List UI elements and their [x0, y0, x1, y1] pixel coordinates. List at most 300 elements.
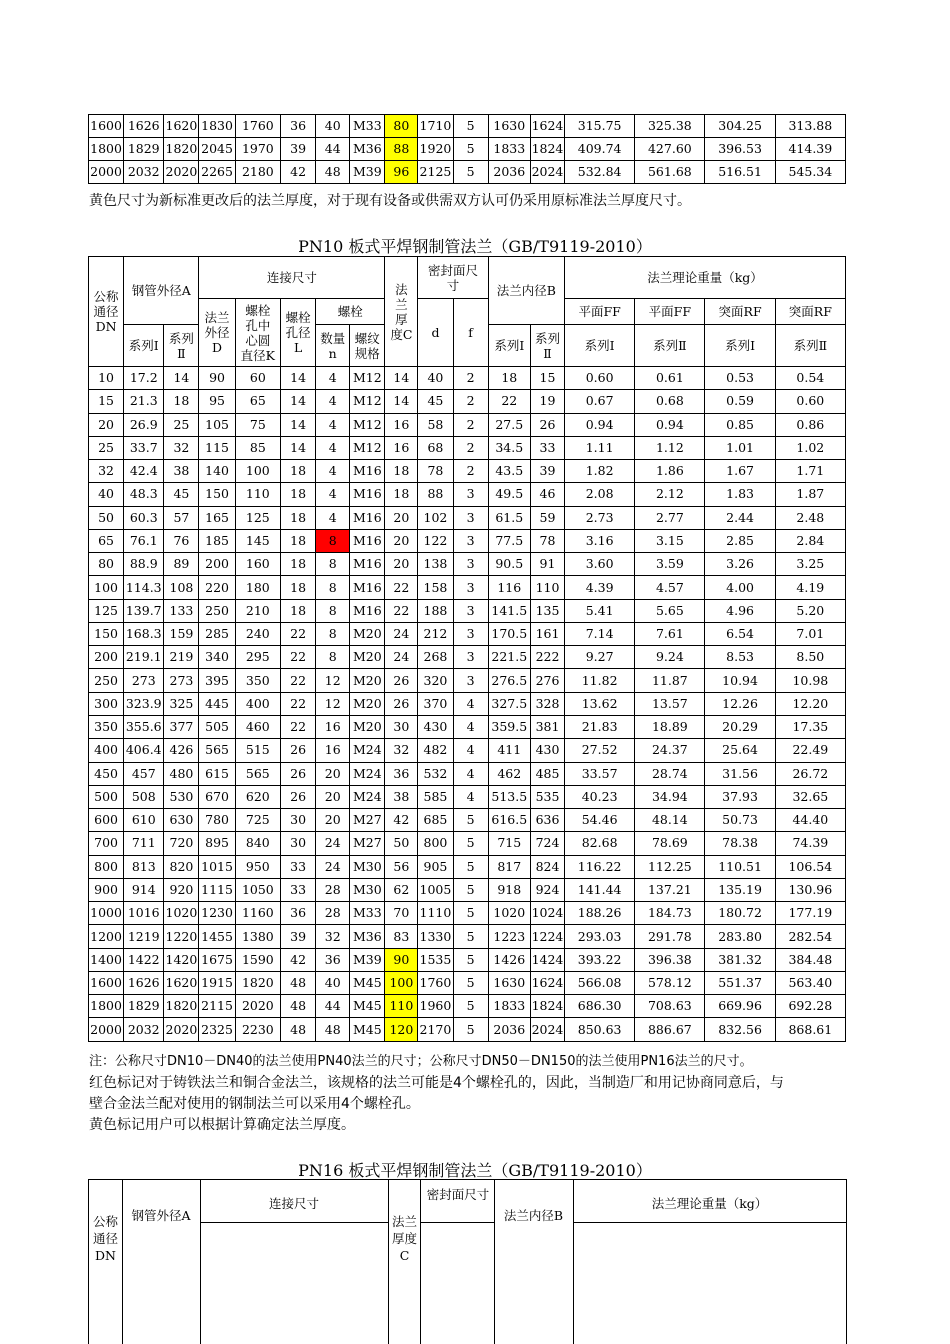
cell-flange-od: 1455 — [199, 925, 235, 948]
cell-hole-dia: 18 — [281, 506, 316, 529]
cell-seal-f: 5 — [453, 948, 488, 971]
cell-bolt-thread: M45 — [350, 971, 385, 994]
cell-flange-od: 140 — [199, 460, 235, 483]
cell-bolt-circle: 725 — [235, 809, 280, 832]
cell-seal-d: 2125 — [418, 161, 453, 184]
cell-bolt-qty: 40 — [316, 971, 350, 994]
cell-seal-f: 2 — [453, 367, 488, 390]
header-bolt-thread: 螺纹规格 — [350, 325, 385, 367]
cell-dn: 125 — [89, 599, 124, 622]
cell-pipe-od-s1: 2032 — [124, 1018, 164, 1041]
cell-bore-s1: 715 — [488, 832, 530, 855]
cell-weight-ff-s2: 13.57 — [635, 692, 705, 715]
cell-hole-dia: 36 — [281, 115, 316, 138]
cell-weight-rf-s2: 8.50 — [775, 646, 845, 669]
cell-bore-s1: 221.5 — [488, 646, 530, 669]
cell-bore-s2: 328 — [530, 692, 564, 715]
cell-thickness: 70 — [385, 902, 418, 925]
cell-bore-s1: 170.5 — [488, 622, 530, 645]
cell-dn: 65 — [89, 529, 124, 552]
cell-weight-rf-s2: 17.35 — [775, 715, 845, 738]
cell-weight-rf-s1: 1.01 — [705, 436, 775, 459]
cell-bolt-qty: 4 — [316, 390, 350, 413]
cell-hole-dia: 22 — [281, 692, 316, 715]
cell-bolt-circle: 240 — [235, 622, 280, 645]
cell-weight-ff-s2: 78.69 — [635, 832, 705, 855]
cell-pipe-od-s1: 273 — [124, 669, 164, 692]
cell-pipe-od-s1: 33.7 — [124, 436, 164, 459]
cell-bore-s1: 359.5 — [488, 715, 530, 738]
cell-seal-d: 800 — [418, 832, 453, 855]
cell-bolt-thread: M30 — [350, 878, 385, 901]
header-bore-series1: 系列Ⅰ — [488, 325, 530, 367]
cell-weight-rf-s2: 22.49 — [775, 739, 845, 762]
cell-bolt-thread: M12 — [350, 436, 385, 459]
cell-bolt-thread: M30 — [350, 855, 385, 878]
cell-thickness: 42 — [385, 809, 418, 832]
cell-weight-ff-s1: 33.57 — [565, 762, 635, 785]
cell-flange-od: 165 — [199, 506, 235, 529]
cell-pipe-od-s1: 1219 — [124, 925, 164, 948]
cell-thickness: 96 — [385, 161, 418, 184]
cell-thickness: 32 — [385, 739, 418, 762]
cell-flange-od: 185 — [199, 529, 235, 552]
cell-weight-ff-s2: 396.38 — [635, 948, 705, 971]
cell-pipe-od-s2: 1020 — [164, 902, 199, 925]
cell-thickness: 14 — [385, 390, 418, 413]
cell-pipe-od-s2: 2020 — [164, 161, 199, 184]
cell-hole-dia: 26 — [281, 739, 316, 762]
cell-weight-ff-s1: 7.14 — [565, 622, 635, 645]
cell-weight-ff-s2: 708.63 — [635, 995, 705, 1018]
cell-weight-ff-s2: 0.68 — [635, 390, 705, 413]
header-pipe-od: 钢管外径A — [124, 257, 199, 325]
cell-pipe-od-s2: 1620 — [164, 115, 199, 138]
cell-bolt-circle: 75 — [235, 413, 280, 436]
cell-weight-ff-s1: 11.82 — [565, 669, 635, 692]
cell-weight-ff-s2: 4.57 — [635, 576, 705, 599]
cell-weight-rf-s2: 414.39 — [775, 138, 845, 161]
cell-seal-f: 2 — [453, 436, 488, 459]
cell-bolt-circle: 145 — [235, 529, 280, 552]
table-row — [89, 855, 846, 878]
cell-bore-s1: 1833 — [488, 138, 530, 161]
cell-seal-f: 3 — [453, 669, 488, 692]
cell-bore-s2: 1424 — [530, 948, 564, 971]
cell-bore-s1: 462 — [488, 762, 530, 785]
cell-weight-ff-s2: 1.86 — [635, 460, 705, 483]
cell-pipe-od-s2: 720 — [164, 832, 199, 855]
cell-pipe-od-s2: 89 — [164, 553, 199, 576]
cell-weight-ff-s1: 141.44 — [565, 878, 635, 901]
cell-weight-rf-s2: 384.48 — [775, 948, 845, 971]
cell-pipe-od-s1: 355.6 — [124, 715, 164, 738]
cell-pipe-od-s1: 610 — [124, 809, 164, 832]
cell-weight-rf-s2: 26.72 — [775, 762, 845, 785]
cell-weight-rf-s2: 12.20 — [775, 692, 845, 715]
cell-bolt-qty: 4 — [316, 460, 350, 483]
cell-seal-d: 1535 — [418, 948, 453, 971]
cell-seal-f: 5 — [453, 902, 488, 925]
cell-hole-dia: 18 — [281, 460, 316, 483]
cell-seal-d: 138 — [418, 553, 453, 576]
cell-weight-rf-s1: 381.32 — [705, 948, 775, 971]
cell-bore-s2: 59 — [530, 506, 564, 529]
cell-bolt-thread: M36 — [350, 138, 385, 161]
cell-pipe-od-s1: 60.3 — [124, 506, 164, 529]
table-row — [89, 646, 846, 669]
cell-seal-f: 3 — [453, 483, 488, 506]
cell-weight-rf-s2: 2.48 — [775, 506, 845, 529]
cell-pipe-od-s2: 480 — [164, 762, 199, 785]
top-continuation-table — [88, 114, 846, 184]
cell-bolt-qty: 8 — [316, 529, 350, 552]
cell-bore-s1: 616.5 — [488, 809, 530, 832]
cell-bolt-thread: M20 — [350, 692, 385, 715]
cell-weight-rf-s1: 516.51 — [705, 161, 775, 184]
cell-weight-ff-s1: 0.67 — [565, 390, 635, 413]
cell-weight-rf-s2: 3.25 — [775, 553, 845, 576]
cell-weight-ff-s2: 184.73 — [635, 902, 705, 925]
cell-bolt-circle: 1820 — [235, 971, 280, 994]
cell-dn: 350 — [89, 715, 124, 738]
cell-weight-rf-s1: 669.96 — [705, 995, 775, 1018]
cell-pipe-od-s2: 25 — [164, 413, 199, 436]
cell-dn: 900 — [89, 878, 124, 901]
cell-bolt-qty: 20 — [316, 809, 350, 832]
cell-bore-s2: 485 — [530, 762, 564, 785]
header-flat-ff-2: 平面FF — [635, 299, 705, 325]
cell-bore-s2: 381 — [530, 715, 564, 738]
cell-bolt-qty: 4 — [316, 367, 350, 390]
cell-flange-od: 1915 — [199, 971, 235, 994]
table-row — [89, 995, 846, 1018]
cell-dn: 2000 — [89, 161, 124, 184]
cell-bolt-qty: 4 — [316, 413, 350, 436]
cell-weight-ff-s2: 24.37 — [635, 739, 705, 762]
cell-weight-rf-s2: 74.39 — [775, 832, 845, 855]
cell-bore-s2: 1024 — [530, 902, 564, 925]
cell-dn: 400 — [89, 739, 124, 762]
cell-bore-s1: 513.5 — [488, 785, 530, 808]
cell-hole-dia: 48 — [281, 1018, 316, 1041]
cell-bolt-thread: M39 — [350, 161, 385, 184]
cell-pipe-od-s2: 159 — [164, 622, 199, 645]
cell-bolt-thread: M24 — [350, 762, 385, 785]
cell-bolt-circle: 2230 — [235, 1018, 280, 1041]
cell-dn: 15 — [89, 390, 124, 413]
cell-weight-rf-s1: 37.93 — [705, 785, 775, 808]
table-row — [89, 599, 846, 622]
cell-weight-ff-s2: 325.38 — [635, 115, 705, 138]
cell-weight-ff-s2: 3.15 — [635, 529, 705, 552]
cell-flange-od: 615 — [199, 762, 235, 785]
cell-seal-f: 4 — [453, 692, 488, 715]
cell-hole-dia: 33 — [281, 878, 316, 901]
cell-bore-s1: 116 — [488, 576, 530, 599]
cell-bolt-thread: M20 — [350, 715, 385, 738]
cell-pipe-od-s1: 2032 — [124, 161, 164, 184]
cell-weight-ff-s1: 315.75 — [565, 115, 635, 138]
cell-bolt-qty: 40 — [316, 115, 350, 138]
cell-seal-d: 102 — [418, 506, 453, 529]
cell-pipe-od-s1: 914 — [124, 878, 164, 901]
cell-weight-ff-s1: 532.84 — [565, 161, 635, 184]
cell-hole-dia: 42 — [281, 161, 316, 184]
pn16-header-connect: 连接尺寸 — [268, 1196, 319, 1211]
cell-flange-od: 505 — [199, 715, 235, 738]
cell-weight-ff-s1: 188.26 — [565, 902, 635, 925]
cell-weight-ff-s1: 40.23 — [565, 785, 635, 808]
cell-bolt-circle: 950 — [235, 855, 280, 878]
cell-weight-ff-s1: 1.11 — [565, 436, 635, 459]
cell-weight-ff-s2: 578.12 — [635, 971, 705, 994]
cell-seal-d: 58 — [418, 413, 453, 436]
cell-weight-ff-s1: 3.60 — [565, 553, 635, 576]
cell-bore-s2: 2024 — [530, 1018, 564, 1041]
cell-hole-dia: 22 — [281, 669, 316, 692]
cell-weight-rf-s1: 832.56 — [705, 1018, 775, 1041]
cell-dn: 50 — [89, 506, 124, 529]
header-bore: 法兰内径B — [488, 257, 564, 325]
table-row — [89, 367, 846, 390]
cell-bore-s2: 430 — [530, 739, 564, 762]
cell-pipe-od-s1: 76.1 — [124, 529, 164, 552]
cell-bore-s1: 1630 — [488, 115, 530, 138]
cell-pipe-od-s1: 1016 — [124, 902, 164, 925]
cell-seal-f: 5 — [453, 809, 488, 832]
pn16-header-bore: 法兰内径B — [503, 1208, 564, 1223]
cell-pipe-od-s1: 26.9 — [124, 413, 164, 436]
cell-seal-f: 5 — [453, 855, 488, 878]
cell-hole-dia: 22 — [281, 622, 316, 645]
cell-weight-ff-s1: 82.68 — [565, 832, 635, 855]
cell-bore-s2: 636 — [530, 809, 564, 832]
pn16-header-thickness: 法兰厚度C — [391, 1214, 417, 1263]
cell-bolt-qty: 20 — [316, 762, 350, 785]
cell-seal-f: 5 — [453, 971, 488, 994]
cell-bolt-circle: 210 — [235, 599, 280, 622]
cell-bore-s2: 15 — [530, 367, 564, 390]
cell-bolt-qty: 8 — [316, 622, 350, 645]
cell-bore-s1: 2036 — [488, 161, 530, 184]
header-weight: 法兰理论重量（kg） — [565, 257, 846, 299]
cell-weight-rf-s2: 7.01 — [775, 622, 845, 645]
cell-bolt-circle: 1050 — [235, 878, 280, 901]
cell-thickness: 50 — [385, 832, 418, 855]
cell-seal-f: 3 — [453, 576, 488, 599]
cell-bolt-qty: 4 — [316, 506, 350, 529]
cell-bore-s2: 222 — [530, 646, 564, 669]
cell-pipe-od-s2: 273 — [164, 669, 199, 692]
cell-weight-rf-s1: 20.29 — [705, 715, 775, 738]
cell-bore-s2: 78 — [530, 529, 564, 552]
cell-thickness: 24 — [385, 646, 418, 669]
cell-bolt-thread: M24 — [350, 785, 385, 808]
cell-weight-ff-s2: 291.78 — [635, 925, 705, 948]
pn10-note-4: 黄色标记用户可以根据计算确定法兰厚度。 — [89, 1117, 355, 1133]
cell-weight-ff-s2: 0.61 — [635, 367, 705, 390]
cell-bore-s2: 724 — [530, 832, 564, 855]
pn16-header-pipe-od: 钢管外径A — [131, 1208, 191, 1223]
cell-thickness: 16 — [385, 413, 418, 436]
cell-hole-dia: 48 — [281, 971, 316, 994]
cell-weight-ff-s1: 409.74 — [565, 138, 635, 161]
cell-thickness: 20 — [385, 529, 418, 552]
header-weight-rf-s2: 系列Ⅱ — [775, 325, 845, 367]
cell-weight-rf-s1: 2.85 — [705, 529, 775, 552]
cell-bolt-circle: 160 — [235, 553, 280, 576]
header-flat-ff-1: 平面FF — [565, 299, 635, 325]
cell-bore-s1: 1223 — [488, 925, 530, 948]
table-row — [89, 925, 846, 948]
cell-dn: 1400 — [89, 948, 124, 971]
cell-bore-s1: 90.5 — [488, 553, 530, 576]
cell-bolt-thread: M16 — [350, 599, 385, 622]
cell-weight-rf-s2: 0.54 — [775, 367, 845, 390]
cell-seal-d: 1110 — [418, 902, 453, 925]
cell-pipe-od-s2: 38 — [164, 460, 199, 483]
cell-seal-d: 268 — [418, 646, 453, 669]
cell-bore-s1: 18 — [488, 367, 530, 390]
cell-weight-rf-s1: 50.73 — [705, 809, 775, 832]
table-row — [89, 390, 846, 413]
cell-weight-rf-s1: 1.83 — [705, 483, 775, 506]
cell-pipe-od-s1: 323.9 — [124, 692, 164, 715]
cell-seal-f: 5 — [453, 878, 488, 901]
cell-weight-ff-s2: 0.94 — [635, 413, 705, 436]
cell-flange-od: 250 — [199, 599, 235, 622]
header-bolt-circle: 螺栓孔中心圆直径K — [235, 299, 280, 367]
cell-bore-s2: 1824 — [530, 995, 564, 1018]
cell-dn: 1000 — [89, 902, 124, 925]
cell-weight-ff-s2: 137.21 — [635, 878, 705, 901]
cell-seal-d: 2170 — [418, 1018, 453, 1041]
cell-weight-ff-s1: 393.22 — [565, 948, 635, 971]
cell-hole-dia: 22 — [281, 715, 316, 738]
cell-pipe-od-s2: 18 — [164, 390, 199, 413]
cell-flange-od: 565 — [199, 739, 235, 762]
cell-bolt-qty: 4 — [316, 436, 350, 459]
cell-bore-s2: 19 — [530, 390, 564, 413]
cell-bolt-thread: M16 — [350, 483, 385, 506]
cell-bore-s1: 1020 — [488, 902, 530, 925]
cell-bolt-qty: 4 — [316, 483, 350, 506]
header-flange-od: 法兰外径D — [199, 299, 235, 367]
cell-bolt-circle: 1590 — [235, 948, 280, 971]
cell-hole-dia: 42 — [281, 948, 316, 971]
cell-thickness: 20 — [385, 553, 418, 576]
cell-weight-ff-s2: 18.89 — [635, 715, 705, 738]
cell-weight-ff-s2: 9.24 — [635, 646, 705, 669]
cell-bolt-circle: 125 — [235, 506, 280, 529]
cell-dn: 40 — [89, 483, 124, 506]
cell-pipe-od-s1: 114.3 — [124, 576, 164, 599]
cell-bolt-qty: 8 — [316, 553, 350, 576]
cell-bolt-qty: 48 — [316, 161, 350, 184]
cell-weight-rf-s2: 0.86 — [775, 413, 845, 436]
cell-flange-od: 95 — [199, 390, 235, 413]
cell-weight-rf-s1: 551.37 — [705, 971, 775, 994]
cell-bolt-thread: M33 — [350, 115, 385, 138]
cell-weight-rf-s2: 2.84 — [775, 529, 845, 552]
cell-weight-rf-s1: 8.53 — [705, 646, 775, 669]
cell-thickness: 24 — [385, 622, 418, 645]
cell-flange-od: 200 — [199, 553, 235, 576]
cell-bore-s1: 22 — [488, 390, 530, 413]
cell-seal-d: 45 — [418, 390, 453, 413]
cell-flange-od: 220 — [199, 576, 235, 599]
cell-bolt-thread: M16 — [350, 506, 385, 529]
cell-weight-rf-s1: 396.53 — [705, 138, 775, 161]
cell-bolt-circle: 2020 — [235, 995, 280, 1018]
cell-thickness: 14 — [385, 367, 418, 390]
cell-hole-dia: 26 — [281, 785, 316, 808]
cell-thickness: 83 — [385, 925, 418, 948]
cell-weight-ff-s1: 293.03 — [565, 925, 635, 948]
cell-hole-dia: 14 — [281, 413, 316, 436]
cell-weight-rf-s2: 32.65 — [775, 785, 845, 808]
cell-dn: 700 — [89, 832, 124, 855]
cell-thickness: 26 — [385, 692, 418, 715]
cell-flange-od: 1675 — [199, 948, 235, 971]
cell-pipe-od-s1: 17.2 — [124, 367, 164, 390]
cell-pipe-od-s2: 76 — [164, 529, 199, 552]
cell-bolt-thread: M39 — [350, 948, 385, 971]
cell-weight-ff-s1: 2.08 — [565, 483, 635, 506]
cell-bolt-thread: M12 — [350, 413, 385, 436]
pn16-title: PN16 板式平焊钢制管法兰（GB/T9119-2010） — [298, 1161, 652, 1180]
table-row — [89, 622, 846, 645]
cell-hole-dia: 18 — [281, 599, 316, 622]
cell-weight-ff-s2: 112.25 — [635, 855, 705, 878]
cell-dn: 450 — [89, 762, 124, 785]
cell-weight-rf-s1: 10.94 — [705, 669, 775, 692]
cell-seal-f: 5 — [453, 925, 488, 948]
pn10-title: PN10 板式平焊钢制管法兰（GB/T9119-2010） — [298, 237, 652, 256]
cell-seal-d: 532 — [418, 762, 453, 785]
cell-dn: 2000 — [89, 1018, 124, 1041]
cell-flange-od: 2265 — [199, 161, 235, 184]
cell-seal-d: 1960 — [418, 995, 453, 1018]
cell-flange-od: 780 — [199, 809, 235, 832]
cell-dn: 150 — [89, 622, 124, 645]
cell-bolt-qty: 8 — [316, 576, 350, 599]
cell-bore-s1: 411 — [488, 739, 530, 762]
cell-bolt-thread: M45 — [350, 995, 385, 1018]
cell-bolt-circle: 515 — [235, 739, 280, 762]
cell-weight-ff-s1: 21.83 — [565, 715, 635, 738]
cell-dn: 500 — [89, 785, 124, 808]
cell-pipe-od-s2: 32 — [164, 436, 199, 459]
cell-hole-dia: 30 — [281, 832, 316, 855]
cell-bolt-circle: 65 — [235, 390, 280, 413]
cell-bolt-circle: 620 — [235, 785, 280, 808]
table-row — [89, 948, 846, 971]
cell-weight-ff-s1: 0.94 — [565, 413, 635, 436]
cell-weight-ff-s1: 2.73 — [565, 506, 635, 529]
header-seal-f: f — [453, 299, 488, 367]
table-row — [89, 553, 846, 576]
cell-weight-ff-s2: 561.68 — [635, 161, 705, 184]
cell-weight-rf-s1: 4.96 — [705, 599, 775, 622]
cell-bore-s1: 49.5 — [488, 483, 530, 506]
cell-seal-f: 4 — [453, 762, 488, 785]
cell-weight-ff-s1: 13.62 — [565, 692, 635, 715]
cell-flange-od: 105 — [199, 413, 235, 436]
cell-bore-s2: 824 — [530, 855, 564, 878]
cell-seal-f: 5 — [453, 1018, 488, 1041]
